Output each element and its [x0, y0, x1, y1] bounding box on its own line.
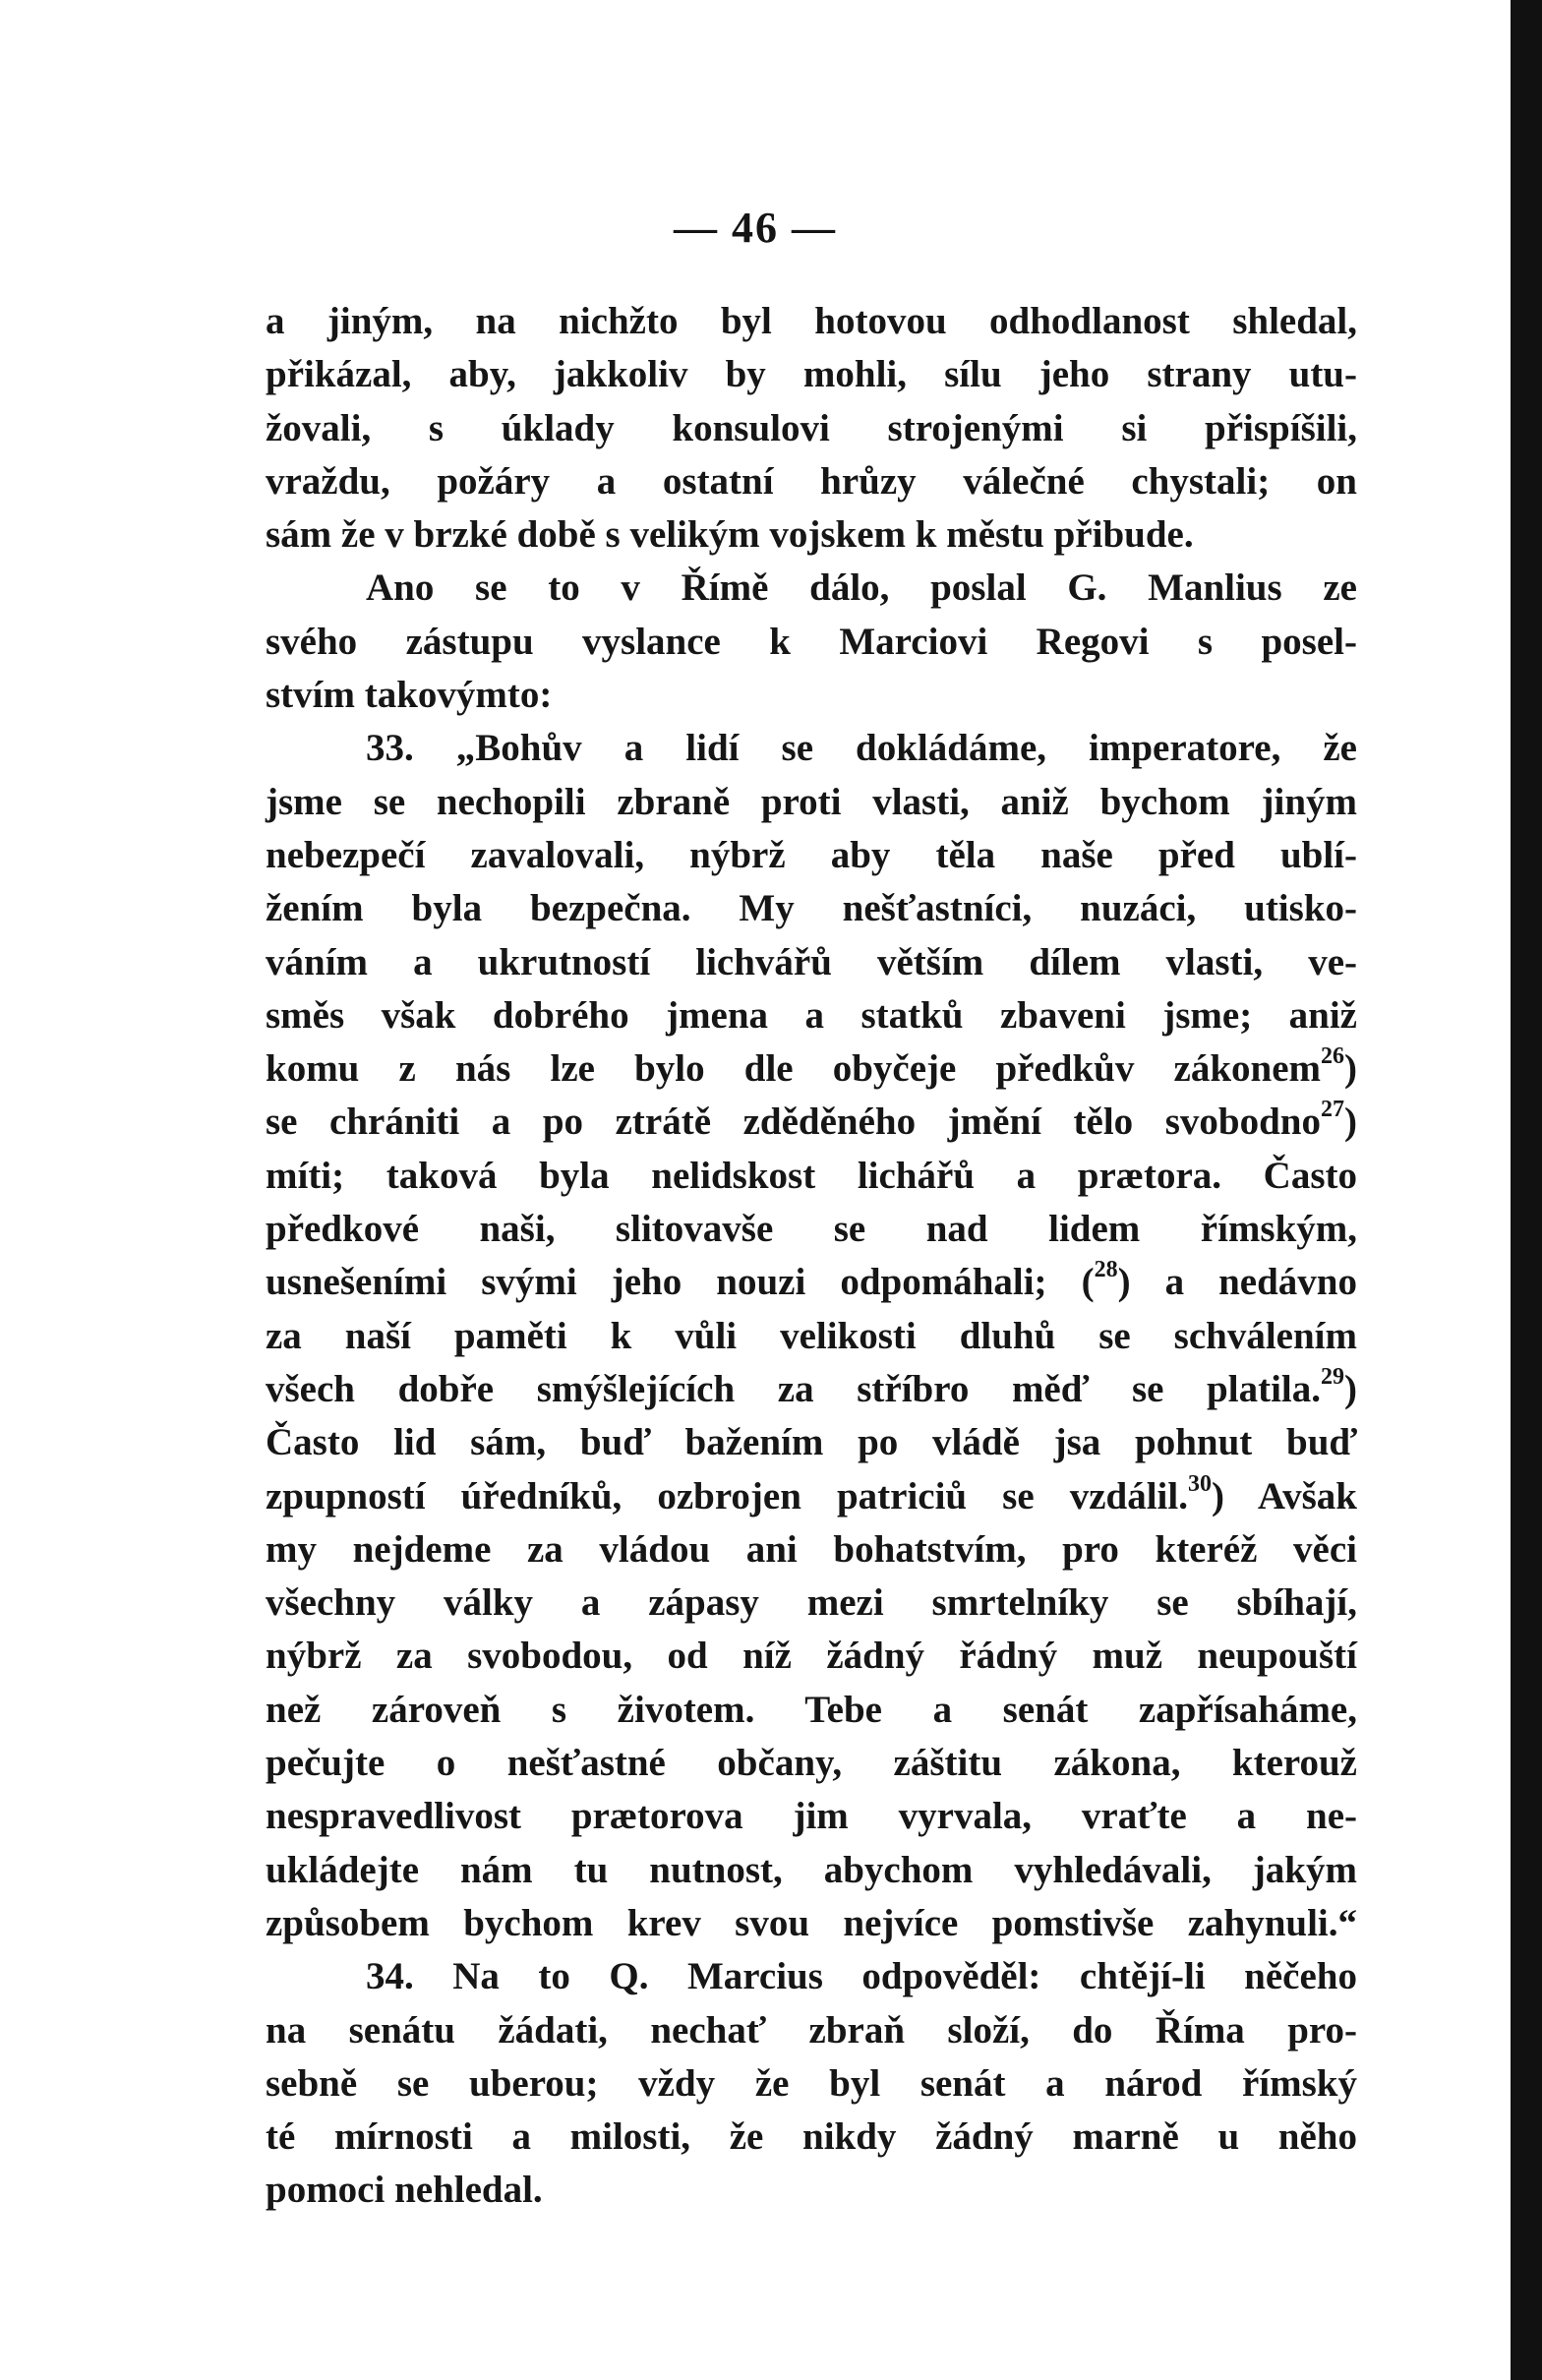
text-line: pomoci nehledal.: [266, 2169, 543, 2212]
text-line: jsme se nechopili zbraně proti vlasti, aniž bychom jiným: [266, 780, 1357, 823]
page-number: — 46 —: [674, 204, 837, 252]
text-line: nebezpečí zavalovali, nýbrž aby těla naše před ublí-: [266, 833, 1357, 876]
text-line: žením byla bezpečna. My nešťastníci, nuzáci, utisko-: [266, 887, 1357, 930]
text-line-with-note: [266, 1042, 1357, 1096]
text-line: způsobem bychom krev svou nejvíce pomstivše zahynuli.“: [266, 1901, 1357, 1944]
line-text: ) Avšak: [1211, 1474, 1357, 1517]
footnote-paren: ): [1344, 1047, 1357, 1091]
footnote-ref-29: 29: [1321, 1363, 1344, 1390]
footnote-ref-30: 30: [1187, 1470, 1212, 1497]
line-text: komu z nás lze bylo dle obyčeje předkův zákonem: [266, 1047, 1321, 1091]
footnote-paren: (: [1046, 1261, 1095, 1304]
text-line: na senátu žádati, nechať zbraň složí, do Říma pro-: [266, 2008, 1357, 2052]
paragraph-34: [266, 1950, 1357, 2217]
paragraph-1: [266, 295, 1357, 562]
text-line: a jiným, na nichžto byl hotovou odhodlanost shledal,: [266, 300, 1357, 342]
text-line: ukládejte nám tu nutnost, abychom vyhledávali, jakým: [266, 1848, 1357, 1891]
line-text: se chrániti a po ztrátě zděděného jmění tělo svobodno: [266, 1101, 1321, 1144]
text-line: sebně se uberou; vždy že byl senát a národ římský: [266, 2061, 1357, 2105]
text-line-with-note: [266, 1470, 1357, 1523]
text-line: nýbrž za svobodou, od níž žádný řádný muž neupouští: [266, 1635, 1357, 1678]
line-text: ) a nedávno: [1117, 1261, 1357, 1304]
body-text: [266, 295, 1357, 2218]
paragraph-33: [266, 722, 1357, 1950]
text-line: žovali, s úklady konsulovi strojenými si přispíšili,: [266, 406, 1357, 449]
text-line: přikázal, aby, jakkoliv by mohli, sílu jeho strany utu-: [266, 353, 1357, 396]
text-line: 33. „Bohův a lidí se dokládáme, imperatore, že: [366, 727, 1357, 770]
footnote-ref-26: 26: [1321, 1043, 1344, 1070]
text-line-with-note: [266, 1096, 1357, 1149]
paragraph-2: [266, 562, 1357, 722]
line-text: zpupností úředníků, ozbrojen patriciů se vzdálil.: [266, 1474, 1188, 1517]
text-line: směs však dobrého jmena a statků zbaveni jsme; aniž: [266, 993, 1357, 1037]
text-line: my nejdeme za vládou ani bohatstvím, pro kteréž věci: [266, 1527, 1357, 1571]
text-line: pečujte o nešťastné občany, záštitu zákona, kterouž: [266, 1742, 1357, 1785]
footnote-ref-28: 28: [1094, 1257, 1118, 1283]
text-line: sám že v brzké době s velikým vojskem k městu přibude.: [266, 513, 1194, 557]
text-line: stvím takovýmto:: [266, 674, 553, 717]
text-line: svého zástupu vyslance k Marciovi Regovi s posel-: [266, 620, 1357, 663]
text-line: Často lid sám, buď bažením po vládě jsa pohnut buď: [266, 1421, 1357, 1464]
text-line: 34. Na to Q. Marcius odpověděl: chtějí-li něčeho: [366, 1955, 1357, 1998]
text-line: váním a ukrutností lichvářů větším dílem vlasti, ve-: [266, 940, 1357, 983]
text-line: nespravedlivost prætorova jim vyrvala, vraťte a ne-: [266, 1795, 1357, 1838]
text-line: než zároveň s životem. Tebe a senát zapřísaháme,: [266, 1688, 1357, 1731]
text-line: té mírnosti a milosti, že nikdy žádný marně u něho: [266, 2115, 1357, 2159]
line-text: usnešeními svými jeho nouzi odpomáhali;: [266, 1261, 1047, 1304]
line-text: všech dobře smýšlejících za stříbro měď se platila.: [266, 1367, 1321, 1410]
text-line: vraždu, požáry a ostatní hrůzy válečné chystali; on: [266, 459, 1357, 503]
footnote-paren: ): [1344, 1101, 1357, 1144]
text-line: předkové naši, slitovavše se nad lidem římským,: [266, 1208, 1357, 1251]
text-line-with-note: [266, 1363, 1357, 1416]
text-line-with-note: [266, 1256, 1357, 1309]
text-line: míti; taková byla nelidskost lichářů a prætora. Často: [266, 1154, 1357, 1197]
text-line: za naší paměti k vůli velikosti dluhů se schválením: [266, 1314, 1357, 1357]
text-line: Ano se to v Římě dálo, poslal G. Manlius ze: [366, 566, 1357, 610]
scan-border: [1511, 0, 1542, 2380]
footnote-paren: ): [1344, 1367, 1357, 1410]
footnote-ref-27: 27: [1321, 1097, 1344, 1123]
text-line: všechny války a zápasy mezi smrtelníky se sbíhají,: [266, 1581, 1357, 1625]
